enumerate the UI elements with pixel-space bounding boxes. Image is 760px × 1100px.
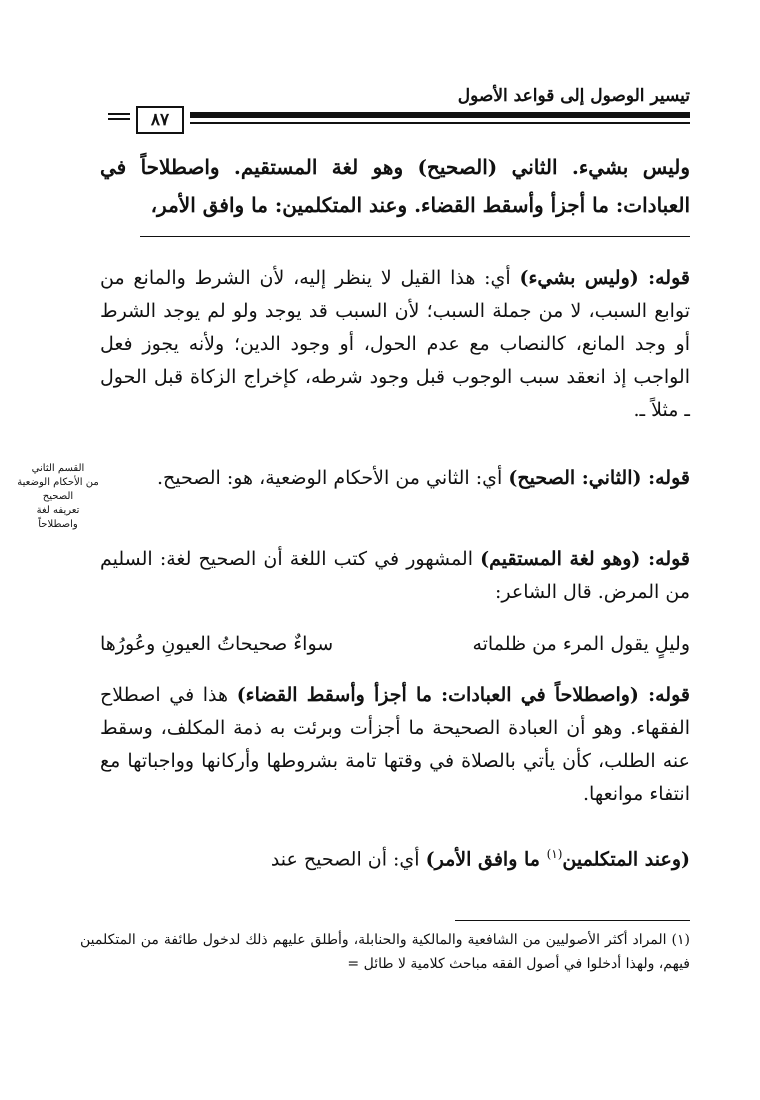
commentary-paragraph-2 xyxy=(100,462,690,495)
header-rule xyxy=(190,112,690,118)
margin-note-line: تعريفه لغة xyxy=(36,505,80,516)
commentary-text: أي: أن الصحيح عند xyxy=(270,848,426,871)
commentary-paragraph-5 xyxy=(100,838,690,876)
footnote xyxy=(80,928,690,976)
commentary-paragraph-1 xyxy=(100,262,690,427)
footnote-separator xyxy=(455,920,690,921)
margin-note-line: واصطلاحاً xyxy=(38,519,78,530)
commentary-text: هذا في اصطلاح الفقهاء. وهو أن العبادة الصحيحة ما أجزأت وبرئت به ذمة المكلف، وسقط عنه الطلب، كأن يأتي بالصلاة في وقتها تامة بشروطها وأركانها وواجباتها مع انتفاء موانعها. xyxy=(100,684,690,805)
commentary-paragraph-3 xyxy=(100,543,690,609)
commentary-lead: قوله: (واصطلاحاً في العبادات: ما أجزأ وأسقط القضاء) xyxy=(236,684,690,706)
margin-note-line: من الأحكام الوضعية xyxy=(17,477,99,488)
commentary-lead: قوله: (وليس بشيء) xyxy=(519,267,690,289)
footnote-text: المراد أكثر الأصوليين من الشافعية والمالكية والحنابلة، وأطلق عليهم ذلك لدخول طائفة من المتكلمين فيهم، ولهذا أدخلوا في أصول الفقه مباحث كلامية لا طائل = xyxy=(80,932,690,972)
verse-second-hemistich: سواءٌ صحيحاتُ العيونِ وعُورُها xyxy=(100,633,334,655)
footnote-number: (١) xyxy=(671,932,690,948)
poetry-verse xyxy=(100,628,690,661)
verse-first-hemistich: وليلٍ يقول المرء من ظلماته xyxy=(472,633,690,655)
commentary-paragraph-4 xyxy=(100,679,690,811)
margin-note-line: القسم الثاني xyxy=(31,463,85,474)
matn-text: وليس بشيء. الثاني (الصحيح) وهو لغة المستقيم. واصطلاحاً في العبادات: ما أجزأ وأسقط القضاء. وعند المتكلمين: ما وافق الأمر، xyxy=(100,155,690,217)
page-number: ٨٧ xyxy=(136,106,184,134)
commentary-text: المشهور في كتب اللغة أن الصحيح لغة: السليم من المرض. قال الشاعر: xyxy=(100,548,690,603)
footnote-ref[interactable]: (١) xyxy=(546,847,563,861)
margin-note-line: الصحيح xyxy=(42,491,74,502)
commentary-text: أي: الثاني من الأحكام الوضعية، هو: الصحيح. xyxy=(156,467,509,489)
commentary-lead-cont: ما وافق الأمر) xyxy=(425,848,547,871)
commentary-text: أي: هذا القيل لا ينظر إليه، لأن الشرط والمانع من توابع السبب، لا من جملة السبب؛ لأن السبب قد يوجد ولو لم يوجد الشرط أو وجد المانع، كالنصاب مع عدم الحول، أو وجود الدين؛ ولأنه يجوز فعل الواجب إذ انعقد سبب الوجوب قبل وجود شرطه، كإخراج الزكاة قبل الحول ـ مثلاً ـ. xyxy=(100,267,690,421)
commentary-lead: قوله: (الثاني: الصحيح) xyxy=(508,467,690,489)
margin-note xyxy=(6,462,110,532)
matn-separator xyxy=(140,236,690,237)
page-number-ornament xyxy=(108,113,130,123)
running-header-title: تيسير الوصول إلى قواعد الأصول xyxy=(457,86,690,106)
commentary-lead: (وعند المتكلمين xyxy=(562,848,690,871)
header-rule-thin xyxy=(190,122,690,124)
commentary-lead: قوله: (وهو لغة المستقيم) xyxy=(480,548,691,570)
